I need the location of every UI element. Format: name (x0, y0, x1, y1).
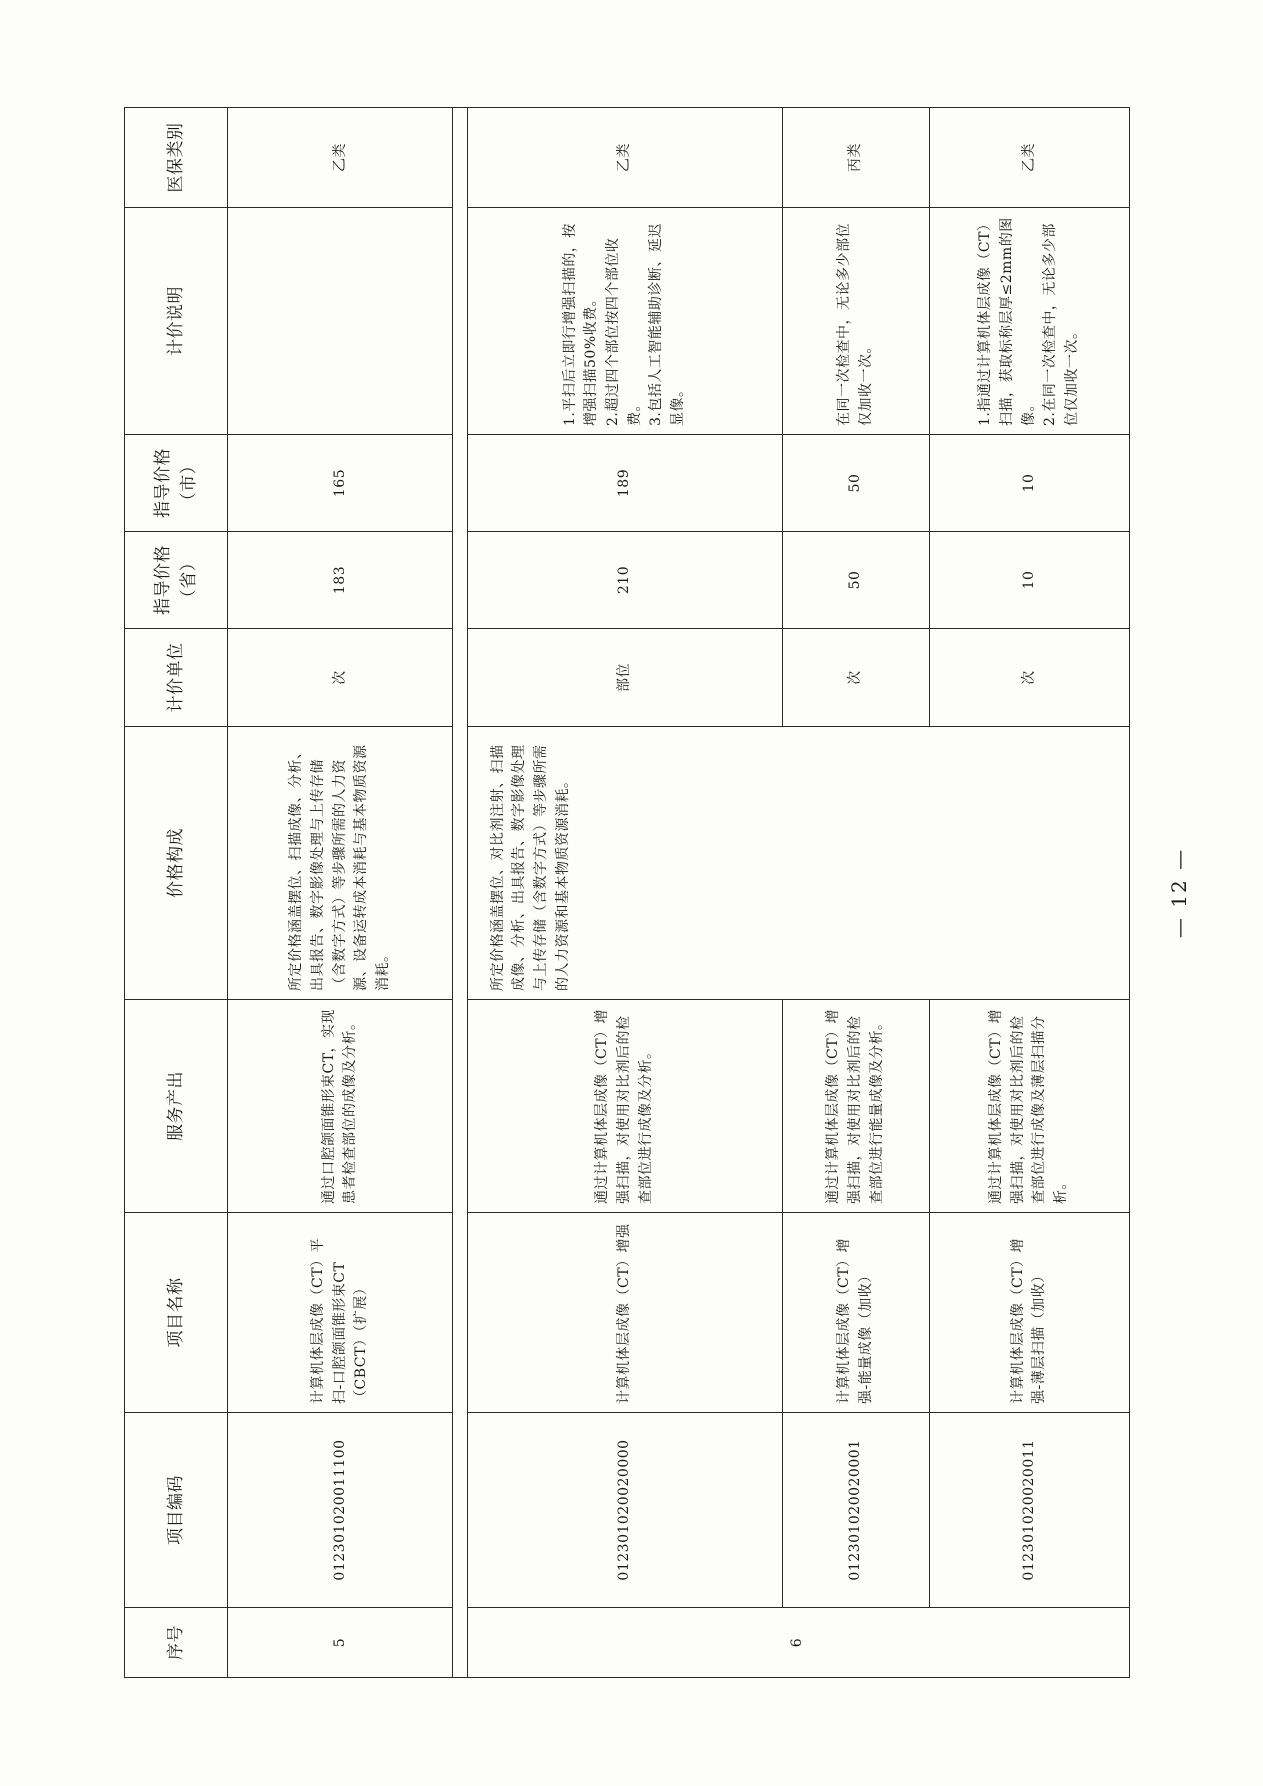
cell-code: 012301020020011 (929, 1413, 1129, 1608)
cell-unit: 次 (929, 629, 1129, 727)
cell-seq: 6 (467, 1608, 1129, 1678)
cell-code: 012301020020001 (783, 1413, 930, 1608)
cell-name: 计算机体层成像（CT）增强-薄层扫描（加收） (929, 1213, 1129, 1413)
row-gap (453, 108, 467, 1678)
cell-price-prov: 50 (783, 532, 930, 629)
gap-cell (453, 108, 467, 1678)
note-line: 1.指通过计算机体层成像（CT）扫描，获取标称层厚≤2mm的图像。 (977, 216, 1037, 426)
page-number: — 12 — (1167, 847, 1191, 939)
cell-notes (467, 208, 782, 435)
cell-name: 计算机体层成像（CT）增强-能量成像（加收） (783, 1213, 930, 1413)
cell-price-city: 50 (783, 435, 930, 532)
cell-output: 通过计算机体层成像（CT）增强扫描，对使用对比剂后的检查部位进行能量成像及分析。 (783, 1000, 930, 1213)
cell-insurance: 丙类 (783, 108, 930, 208)
cell-price-prov: 210 (467, 532, 782, 629)
cell-notes (783, 208, 930, 435)
header-notes: 计价说明 (125, 208, 228, 435)
pricing-table (124, 107, 1130, 1678)
cell-insurance: 乙类 (929, 108, 1129, 208)
header-composition: 价格构成 (125, 727, 228, 1000)
header-seq: 序号 (125, 1608, 228, 1678)
cell-composition: 所定价格涵盖摆位、扫描成像、分析、出具报告、数字影像处理与上传存储（含数字方式）等步骤所需的人力资源、设备运转成本消耗与基本物质资源消耗。 (228, 727, 453, 1000)
header-code: 项目编码 (125, 1413, 228, 1608)
note-line: 在同一次检查中，无论多少部位仅加收一次。 (836, 223, 874, 426)
header-unit: 计价单位 (125, 629, 228, 727)
cell-unit: 次 (783, 629, 930, 727)
note-line: 2.超过四个部位按四个部位收费。 (605, 237, 643, 426)
cell-price-city: 10 (929, 435, 1129, 532)
cell-seq: 5 (228, 1608, 453, 1678)
note-line: 2.在同一次检查中，无论多少部位仅加收一次。 (1042, 223, 1080, 426)
cell-price-prov: 10 (929, 532, 1129, 629)
cell-notes (228, 208, 453, 435)
cell-output: 通过计算机体层成像（CT）增强扫描，对使用对比剂后的检查部位进行成像及分析。 (467, 1000, 782, 1213)
cell-price-city: 189 (467, 435, 782, 532)
cell-insurance: 乙类 (467, 108, 782, 208)
table-row (467, 108, 782, 1678)
cell-price-city: 165 (228, 435, 453, 532)
header-output: 服务产出 (125, 1000, 228, 1213)
header-row (125, 108, 228, 1678)
cell-composition: 所定价格涵盖摆位、对比剂注射、扫描成像、分析、出具报告、数字影像处理与上传存储（含数字方式）等步骤所需的人力资源和基本物质资源消耗。 (467, 727, 1129, 1000)
cell-name: 计算机体层成像（CT）增强 (467, 1213, 782, 1413)
cell-output: 通过口腔颌面锥形束CT，实现患者检查部位的成像及分析。 (228, 1000, 453, 1213)
header-insurance: 医保类别 (125, 108, 228, 208)
cell-price-prov: 183 (228, 532, 453, 629)
header-price-prov: 指导价格（省） (125, 532, 228, 629)
cell-code: 012301020011100 (228, 1413, 453, 1608)
note-line: 1.平扫后立即行增强扫描的，按增强扫描50%收费。 (561, 223, 600, 426)
cell-unit: 部位 (467, 629, 782, 727)
header-price-city: 指导价格（市） (125, 435, 228, 532)
cell-insurance: 乙类 (228, 108, 453, 208)
rotated-table-wrapper (124, 108, 1130, 1678)
cell-name: 计算机体层成像（CT）平扫-口腔颌面锥形束CT（CBCT）（扩展） (228, 1213, 453, 1413)
cell-output: 通过计算机体层成像（CT）增强扫描，对使用对比剂后的检查部位进行成像及薄层扫描分析。 (929, 1000, 1129, 1213)
cell-code: 012301020020000 (467, 1413, 782, 1608)
cell-notes (929, 208, 1129, 435)
cell-unit: 次 (228, 629, 453, 727)
note-line: 3.包括人工智能辅助诊断、延迟显像。 (648, 223, 687, 426)
header-name: 项目名称 (125, 1213, 228, 1413)
table-row (228, 108, 453, 1678)
